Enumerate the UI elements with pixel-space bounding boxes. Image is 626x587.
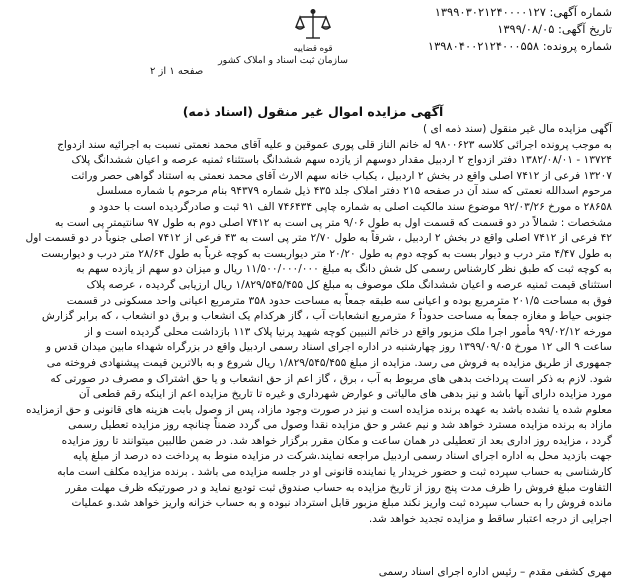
body-line: مشخصات : شمالاً در دو قسمت که قسمت اول به طول ۹/۰۶ متر پی است به ۷۴۱۲ اصلی دوم به طول ۹۷ سانتیمتر پی است به [54,216,612,229]
body-line: فوق به مساحت ۲۰۱/۵ مترمربع بوده و اعیانی سه طبقه جمعاً به مساحت حدود ۳۵۸ مترمربع اعیانی واحد مسکونی در قسمت [66,294,612,307]
judiciary-emblem [218,8,358,66]
body-line: مورخه ۹۹/۰۲/۱۲ مأمور اجرا ملک مزبور واقع در خاتم النبیین کوچه شهید پرنیا پلاک ۱۱۳ بازداشت محلی گردیده است و از [84,325,612,338]
body-line: آگهی مزایده مال غیر منقول (سند ذمه ای ) [423,123,612,135]
body-line: مرحوم اسدالله نعمتی که سند آن در صفحه ۲۱۵ دفتر املاک جلد ۴۳۵ ذیل شماره ۹۴۳۷۹ بنام مرحوم با شماره مسلسل [96,185,612,198]
body-line: به طول ۴/۴۷ متر درب و دیوار بست به کوچه دوم به طول ۲۰/۲۰ متر دیواربست به کوچه غرباً به طول ۲۸/۶۴ متر درب و دیواربست [41,247,612,260]
ad-date: تاریخ آگهی: ۱۳۹۹/۰۸/۰۵ [497,22,612,36]
document-title: آگهی مزایده اموال غیر منقول (اسناد ذمه) [182,104,444,119]
body-line: مازاد به برنده مزایده مسترد خواهد شد و نیم عشر و حق مزایده نقدا وصول می گردد ضمناً چنانچه روز مزایده تعطیل رسمی [68,419,612,432]
page-number: صفحه ۱ از ۲ [150,66,204,77]
body-line: جهت بازدید محل به اداره اجرای اسناد رسمی اردبیل مراجعه نمایند.شرکت در مزایده منوط به پرداخت ده درصد از مبلغ پایه [73,450,612,463]
body-line: گردد ، مزایده روز اداری بعد از تعطیلی در همان ساعت و مکان مقرر برگزار خواهد شد. در ضمن طالبین میتوانند تا روز مزایده [61,434,612,447]
judiciary-emblem-icon [293,8,333,42]
body-line: ۲۸۶۵۸ ه مورخ ۹۲/۰۳/۲۶ موضوع سند مالکیت اصلی به شماره چاپی ۷۴۶۴۳۴ الف ۹۱ ثبت و صادرگردیده است با حدود و [90,200,612,213]
body-line: معلوم شده یا نشده باشد به عهده برنده مزایده است و نیز در صورت وجود مازاد، پس از وصول بابت هزینه های قانونی و حق ازمزایده [25,403,612,416]
ad-number: شماره آگهی: ۱۳۹۹۰۳۰۲۱۲۴۰۰۰۰۱۲۷ [434,5,612,19]
body-line: جمهوری از طریق مزایده به فروش می رسد. مزایده از مبلغ ۱/۸۲۹/۵۴۵/۴۵۵ ریال شروع و به بالاترین قیمت پیشنهادی فروخته می [46,356,612,369]
notice-body [12,122,612,527]
body-line: به کوچه ثبت که طبق نظر کارشناس رسمی کل شش دانگ به مبلغ ۱۱/۵۰۰/۰۰۰/۰۰۰ ریال و میزان دو سهم از یازده سهم به [76,263,612,276]
emblem-caption: قوه قضاییه [293,44,333,54]
body-line: اجرایی از درجه اعتبار ساقط و مزایده تجدید خواهد شد. [368,512,612,525]
body-line: شود. لازم به ذکر است پرداخت بدهی های مربوط به آب ، برق ، گاز اعم از حق انشعاب و یا حق اشتراک و مصرف در صورتی که [50,372,612,385]
body-line: جنوبی حیاط و مغازه جمعاً به مساحت حدوداً ۶ مترمربع انشعابات آب ، گاز هرکدام یک انشعاب و برق دو انشعاب ، که برابر گزارش [41,310,612,323]
body-line: مانده فروش را به حساب سپرده ثبت واریز نکند مبلغ مزبور قابل استرداد نبوده و به حساب خزانه واریز خواهد شد.و عملیات [71,497,612,510]
body-line: التفاوت مبلغ فروش را ظرف مدت پنج روز از تاریخ مزایده به حساب صندوق ثبت تودیع نماید و در صورتیکه ظرف مهلت مقرر [65,481,612,494]
body-line: ساعت ۹ الی ۱۲ مورخ ۱۳۹۹/۰۹/۰۵ روز چهارشنبه در اداره اجرای اسناد رسمی اردبیل واقع در بزرگراه شهداء مابین میدان قدس و [45,341,612,354]
body-line: کارشناسی به حساب سپرده ثبت و حضور خریدار یا نماینده قانونی او در جلسه مزایده می باشد . برنده مزایده مکلف است مابه [57,466,612,479]
signature: مهری کشفی مقدم – رئیس اداره اجرای اسناد رسمی [378,566,612,578]
body-line: ۴۲ فرعی از ۷۴۱۲ اصلی واقع در بخش ۲ اردبیل ، شرقاً به طول ۲/۷۰ متر پی است به ۴۳ فرعی از ۷۴۱۲ اصلی جنوباً در دو قسمت اول [25,232,612,245]
body-line: به موجب پرونده اجرائی کلاسه ۹۸۰۰۶۲۳ له خانم الناز قلی پوری عموقین و علیه آقای محمد نعمتی نسبت به اجرائیه سند ازدواج [57,138,612,151]
case-number: شماره پرونده: ۱۳۹۸۰۴۰۰۲۱۲۴۰۰۰۵۵۸ [427,39,612,53]
body-line: ۱۳۷۲۴ - ۱۳۸۲/۰۸/۰۱ دفتر ازدواج ۲ اردبیل مقدار دوسهم از یازده سهم ششدانگ باستثناء ثمنیه عرصه و اعیان ششدانگ پلاک [71,154,612,167]
body-line: استثنای قیمت ثمنیه عرصه و اعیان ششدانگ ملک موصوف به مبلغ کل ۱/۸۲۹/۵۴۵/۴۵۵ ریال ارزیابی گردیده ، عرصه پلاک [86,278,612,291]
notice-metadata [428,4,612,55]
organization-name: سازمان ثبت اسناد و املاک کشور [218,55,348,66]
body-line: مورد مزایده دارای آنها باشد و نیز بدهی های مالیاتی و عوارض شهرداری و غیره تا تاریخ مزایده اعم از اینکه رقم قطعی آن [78,388,612,401]
body-line: ۱۳۲۰۷ فرعی از ۷۴۱۲ اصلی واقع در بخش ۲ اردبیل ، یکباب خانه سهم الارث آقای محمد نعمتی به استناد گواهی حصر وراثت [71,169,612,182]
